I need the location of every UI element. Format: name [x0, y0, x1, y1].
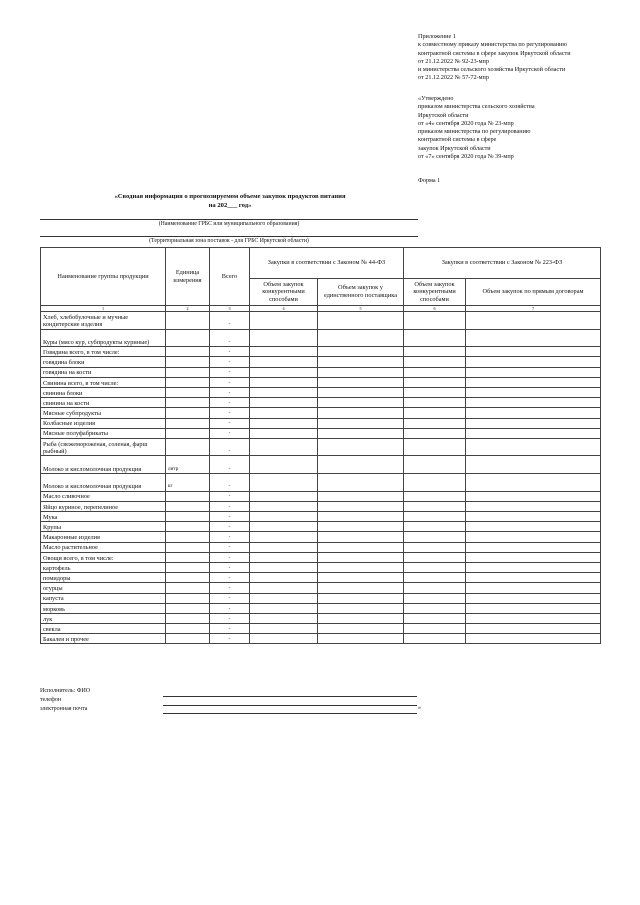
law44-competitive-cell[interactable] [250, 501, 318, 511]
product-name-cell: говядина на кости [41, 367, 166, 377]
law223-direct-cell[interactable] [466, 347, 601, 357]
table-row [41, 522, 601, 532]
total-cell: - [210, 522, 250, 532]
law44-competitive-cell[interactable] [250, 418, 318, 428]
unit-cell [166, 603, 210, 613]
header-law223-competitive: Объем закупок конкурентными способами [404, 279, 466, 306]
law44-single-cell[interactable] [318, 583, 404, 593]
total-cell: - [210, 573, 250, 583]
col-number: 5 [318, 306, 404, 312]
table-row [41, 438, 601, 456]
unit-cell [166, 418, 210, 428]
law44-competitive-cell[interactable] [250, 552, 318, 562]
table-row [41, 593, 601, 603]
law223-direct-cell[interactable] [466, 428, 601, 438]
total-cell: - [210, 438, 250, 456]
table-row [41, 562, 601, 572]
law223-competitive-cell[interactable] [404, 573, 466, 583]
table-row [41, 428, 601, 438]
col-number: 3 [210, 306, 250, 312]
email-label: электронная почта [40, 706, 88, 712]
table-row [41, 418, 601, 428]
law223-competitive-cell[interactable] [404, 624, 466, 634]
law223-competitive-cell[interactable] [404, 552, 466, 562]
law223-direct-cell[interactable] [466, 329, 601, 347]
table-row [41, 377, 601, 387]
law223-direct-cell[interactable] [466, 603, 601, 613]
law223-competitive-cell[interactable] [404, 593, 466, 603]
table-row [41, 624, 601, 634]
law44-single-cell[interactable] [318, 491, 404, 501]
law44-competitive-cell[interactable] [250, 428, 318, 438]
product-name-cell: Мука [41, 512, 166, 522]
grbs-caption: (Наименование ГРБС или муниципального образования) [158, 221, 300, 227]
table-row [41, 347, 601, 357]
law223-direct-cell[interactable] [466, 398, 601, 408]
table-row [41, 312, 601, 330]
table-row [41, 501, 601, 511]
header-law44-single: Объем закупок у единственного поставщика [318, 279, 404, 306]
total-cell: - [210, 377, 250, 387]
unit-cell [166, 398, 210, 408]
total-cell: - [210, 474, 250, 492]
law44-single-cell[interactable] [318, 438, 404, 456]
law223-direct-cell[interactable] [466, 367, 601, 377]
law44-single-cell[interactable] [318, 573, 404, 583]
header-law44-competitive: Объем закупок конкурентными способами [250, 279, 318, 306]
product-name-cell: Яйцо куриное, перепелиное [41, 501, 166, 511]
closing-quote: » [418, 705, 421, 711]
law44-single-cell[interactable] [318, 357, 404, 367]
law223-direct-cell[interactable] [466, 634, 601, 644]
law44-single-cell[interactable] [318, 522, 404, 532]
law44-single-cell[interactable] [318, 624, 404, 634]
table-row [41, 491, 601, 501]
law223-competitive-cell[interactable] [404, 491, 466, 501]
table-row [41, 474, 601, 492]
unit-cell: литр [166, 456, 210, 474]
law44-single-cell[interactable] [318, 347, 404, 357]
total-cell: - [210, 367, 250, 377]
product-name-cell: капуста [41, 593, 166, 603]
law44-single-cell[interactable] [318, 562, 404, 572]
product-name-cell: Колбасные изделия [41, 418, 166, 428]
total-cell: - [210, 613, 250, 623]
document-title: «Сводная информация о прогнозируемом объеме закупок продуктов питания на 202___ год» [114, 193, 346, 209]
law44-competitive-cell[interactable] [250, 613, 318, 623]
total-cell: - [210, 552, 250, 562]
law223-direct-cell[interactable] [466, 532, 601, 542]
law44-competitive-cell[interactable] [250, 542, 318, 552]
unit-cell [166, 532, 210, 542]
law223-direct-cell[interactable] [466, 562, 601, 572]
total-cell: - [210, 532, 250, 542]
product-name-cell: Хлеб, хлебобулочные и мучные кондитерские изделия [41, 312, 166, 330]
table-row [41, 456, 601, 474]
law44-single-cell[interactable] [318, 512, 404, 522]
law44-competitive-cell[interactable] [250, 474, 318, 492]
law223-competitive-cell[interactable] [404, 562, 466, 572]
product-name-cell: свинина блоки [41, 387, 166, 397]
law44-single-cell[interactable] [318, 603, 404, 613]
unit-cell [166, 573, 210, 583]
law44-competitive-cell[interactable] [250, 532, 318, 542]
table-row [41, 613, 601, 623]
law44-competitive-cell[interactable] [250, 456, 318, 474]
unit-cell [166, 329, 210, 347]
law44-competitive-cell[interactable] [250, 398, 318, 408]
phone-label: телефон [40, 697, 62, 703]
unit-cell [166, 312, 210, 330]
law44-single-cell[interactable] [318, 377, 404, 387]
total-cell: - [210, 593, 250, 603]
unit-cell [166, 367, 210, 377]
law44-competitive-cell[interactable] [250, 377, 318, 387]
law223-direct-cell[interactable] [466, 573, 601, 583]
law44-competitive-cell[interactable] [250, 347, 318, 357]
law223-competitive-cell[interactable] [404, 408, 466, 418]
law44-competitive-cell[interactable] [250, 367, 318, 377]
law44-competitive-cell[interactable] [250, 573, 318, 583]
total-cell: - [210, 542, 250, 552]
col-number: 6 [404, 306, 466, 312]
unit-cell [166, 562, 210, 572]
total-cell: - [210, 491, 250, 501]
unit-cell [166, 624, 210, 634]
law223-competitive-cell[interactable] [404, 474, 466, 492]
law44-competitive-cell[interactable] [250, 583, 318, 593]
law223-competitive-cell[interactable] [404, 512, 466, 522]
product-name-cell: помидоры [41, 573, 166, 583]
header-law44: Закупки в соответствии с Законом № 44-ФЗ [250, 248, 404, 279]
law223-competitive-cell[interactable] [404, 329, 466, 347]
product-name-cell: огурцы [41, 583, 166, 593]
table-row [41, 542, 601, 552]
product-name-cell: Макаронные изделия [41, 532, 166, 542]
law223-competitive-cell[interactable] [404, 347, 466, 357]
law44-competitive-cell[interactable] [250, 624, 318, 634]
unit-cell [166, 552, 210, 562]
law44-single-cell[interactable] [318, 613, 404, 623]
law223-direct-cell[interactable] [466, 542, 601, 552]
law223-competitive-cell[interactable] [404, 583, 466, 593]
unit-cell [166, 408, 210, 418]
law44-competitive-cell[interactable] [250, 438, 318, 456]
law44-single-cell[interactable] [318, 367, 404, 377]
law44-single-cell[interactable] [318, 312, 404, 330]
law223-direct-cell[interactable] [466, 456, 601, 474]
law44-single-cell[interactable] [318, 398, 404, 408]
product-name-cell: Молоко и кисломолочная продукция [41, 474, 166, 492]
unit-cell [166, 357, 210, 367]
total-cell: - [210, 398, 250, 408]
table-row [41, 532, 601, 542]
unit-cell [166, 387, 210, 397]
phone-field-line [163, 705, 417, 706]
law223-competitive-cell[interactable] [404, 438, 466, 456]
product-name-cell: Масло растительное [41, 542, 166, 552]
table-row [41, 408, 601, 418]
col-number: 7 [466, 306, 601, 312]
law44-competitive-cell[interactable] [250, 522, 318, 532]
unit-cell [166, 522, 210, 532]
total-cell: - [210, 603, 250, 613]
table-row [41, 552, 601, 562]
law223-direct-cell[interactable] [466, 418, 601, 428]
total-cell: - [210, 456, 250, 474]
header-product-group: Наименование группы продукции [41, 248, 166, 306]
form-label: Форма 1 [418, 177, 441, 184]
product-name-cell: Куры (мясо кур, субпродукты куриные) [41, 329, 166, 347]
col-number: 1 [41, 306, 166, 312]
product-name-cell: Молоко и кисломолочная продукция [41, 456, 166, 474]
law223-competitive-cell[interactable] [404, 312, 466, 330]
col-number: 2 [166, 306, 210, 312]
law223-direct-cell[interactable] [466, 512, 601, 522]
product-name-cell: картофель [41, 562, 166, 572]
unit-cell [166, 593, 210, 603]
unit-cell [166, 438, 210, 456]
law223-direct-cell[interactable] [466, 312, 601, 330]
law223-competitive-cell[interactable] [404, 634, 466, 644]
law44-single-cell[interactable] [318, 408, 404, 418]
grbs-line [40, 219, 418, 220]
law223-competitive-cell[interactable] [404, 613, 466, 623]
product-name-cell: говядина блоки [41, 357, 166, 367]
product-name-cell: Крупы [41, 522, 166, 532]
law223-competitive-cell[interactable] [404, 357, 466, 367]
product-name-cell: Бакалея и прочее [41, 634, 166, 644]
product-name-cell: морковь [41, 603, 166, 613]
table-row [41, 398, 601, 408]
product-name-cell: Овощи всего, в том числе: [41, 552, 166, 562]
law223-direct-cell[interactable] [466, 474, 601, 492]
total-cell: - [210, 418, 250, 428]
product-name-cell: лук [41, 613, 166, 623]
law223-competitive-cell[interactable] [404, 418, 466, 428]
product-name-cell: Мясные субпродукты [41, 408, 166, 418]
law223-direct-cell[interactable] [466, 501, 601, 511]
law44-single-cell[interactable] [318, 428, 404, 438]
law44-competitive-cell[interactable] [250, 408, 318, 418]
unit-cell [166, 512, 210, 522]
unit-cell [166, 501, 210, 511]
procurement-table [40, 247, 601, 644]
unit-cell [166, 347, 210, 357]
executor-label: Исполнитель: ФИО [40, 688, 91, 694]
total-cell: - [210, 357, 250, 367]
total-cell: - [210, 347, 250, 357]
unit-cell [166, 377, 210, 387]
law223-competitive-cell[interactable] [404, 542, 466, 552]
zone-line [40, 236, 418, 237]
law44-single-cell[interactable] [318, 501, 404, 511]
law44-competitive-cell[interactable] [250, 387, 318, 397]
law223-direct-cell[interactable] [466, 522, 601, 532]
table-row [41, 387, 601, 397]
law44-competitive-cell[interactable] [250, 634, 318, 644]
law44-competitive-cell[interactable] [250, 329, 318, 347]
total-cell: - [210, 624, 250, 634]
total-cell: - [210, 501, 250, 511]
law44-single-cell[interactable] [318, 593, 404, 603]
law223-direct-cell[interactable] [466, 408, 601, 418]
total-cell: - [210, 387, 250, 397]
law223-competitive-cell[interactable] [404, 603, 466, 613]
product-name-cell: Рыба (свежемороженая, соленая, фарш рыбный) [41, 438, 166, 456]
law44-single-cell[interactable] [318, 474, 404, 492]
product-name-cell: Говядина всего, в том числе: [41, 347, 166, 357]
law44-single-cell[interactable] [318, 418, 404, 428]
table-body [41, 312, 601, 644]
law44-single-cell[interactable] [318, 329, 404, 347]
total-cell: - [210, 329, 250, 347]
unit-cell [166, 491, 210, 501]
header-law223: Закупки в соответствии с Законом № 223-ФЗ [404, 248, 601, 279]
table-row [41, 329, 601, 347]
law223-competitive-cell[interactable] [404, 456, 466, 474]
law44-competitive-cell[interactable] [250, 491, 318, 501]
law223-competitive-cell[interactable] [404, 532, 466, 542]
header-law223-direct: Объем закупок по прямым договорам [466, 279, 601, 306]
header-unit: Единица измерения [166, 248, 210, 306]
law223-direct-cell[interactable] [466, 583, 601, 593]
table-row [41, 603, 601, 613]
table-row [41, 634, 601, 644]
law223-competitive-cell[interactable] [404, 377, 466, 387]
law44-single-cell[interactable] [318, 542, 404, 552]
law223-competitive-cell[interactable] [404, 501, 466, 511]
law223-competitive-cell[interactable] [404, 387, 466, 397]
law44-single-cell[interactable] [318, 532, 404, 542]
law223-direct-cell[interactable] [466, 491, 601, 501]
approval-reference: «Утверждено приказом министерства сельского хозяйства Иркутской области от «4» сентября 2020 года № 23-мпр приказом министерства по регулированию контрактной системы в сфере закупок Иркутской области от «7» сентября 2020 года № 39-мпр [418, 95, 535, 161]
zone-caption: (Территориальная зона поставок - для ГРБС Иркутской области) [149, 238, 309, 244]
total-cell: - [210, 408, 250, 418]
unit-cell: кг [166, 474, 210, 492]
total-cell: - [210, 562, 250, 572]
unit-cell [166, 634, 210, 644]
table-row [41, 512, 601, 522]
law223-competitive-cell[interactable] [404, 428, 466, 438]
law223-direct-cell[interactable] [466, 357, 601, 367]
law223-direct-cell[interactable] [466, 552, 601, 562]
table-row [41, 583, 601, 593]
product-name-cell: Свинина всего, в том числе: [41, 377, 166, 387]
unit-cell [166, 428, 210, 438]
total-cell: - [210, 428, 250, 438]
unit-cell [166, 583, 210, 593]
product-name-cell: свекла [41, 624, 166, 634]
executor-field-line [163, 696, 417, 697]
total-cell: - [210, 312, 250, 330]
law44-single-cell[interactable] [318, 456, 404, 474]
law44-competitive-cell[interactable] [250, 512, 318, 522]
law223-direct-cell[interactable] [466, 387, 601, 397]
law44-single-cell[interactable] [318, 634, 404, 644]
table-row [41, 367, 601, 377]
total-cell: - [210, 583, 250, 593]
law44-competitive-cell[interactable] [250, 312, 318, 330]
law44-competitive-cell[interactable] [250, 357, 318, 367]
law44-competitive-cell[interactable] [250, 603, 318, 613]
total-cell: - [210, 634, 250, 644]
law223-competitive-cell[interactable] [404, 522, 466, 532]
product-name-cell: Мясные полуфабрикаты [41, 428, 166, 438]
law223-direct-cell[interactable] [466, 613, 601, 623]
law44-single-cell[interactable] [318, 387, 404, 397]
law223-direct-cell[interactable] [466, 593, 601, 603]
table-row [41, 357, 601, 367]
unit-cell [166, 613, 210, 623]
unit-cell [166, 542, 210, 552]
product-name-cell: Масло сливочное [41, 491, 166, 501]
law44-competitive-cell[interactable] [250, 593, 318, 603]
law223-direct-cell[interactable] [466, 624, 601, 634]
law223-direct-cell[interactable] [466, 438, 601, 456]
law223-competitive-cell[interactable] [404, 398, 466, 408]
col-number: 4 [250, 306, 318, 312]
product-name-cell: свинина на кости [41, 398, 166, 408]
law44-single-cell[interactable] [318, 552, 404, 562]
law223-direct-cell[interactable] [466, 377, 601, 387]
email-field-line [163, 713, 417, 714]
law223-competitive-cell[interactable] [404, 367, 466, 377]
law44-competitive-cell[interactable] [250, 562, 318, 572]
appendix-reference: Приложение 1 к совместному приказу министерства по регулированию контрактной системы в сфере закупок Иркутской области от 21.12.2022 № 92-23-мпр и министерства сельского хозяйства Иркутской области от 21.12.2022 № 57-72-мпр [418, 33, 571, 82]
header-total: Всего [210, 248, 250, 306]
table-row [41, 573, 601, 583]
total-cell: - [210, 512, 250, 522]
